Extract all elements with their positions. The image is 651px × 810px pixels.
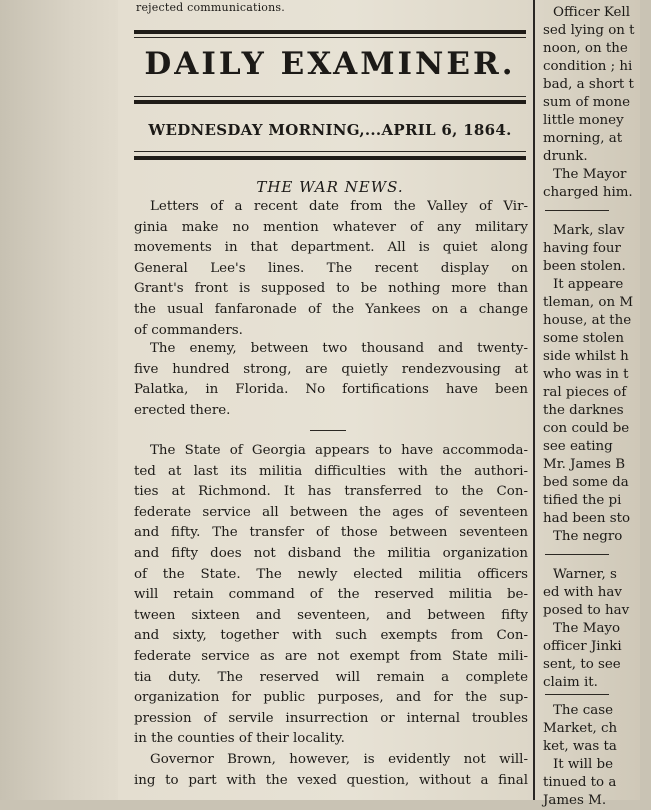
text-line: The enemy, between two thousand and twenty-: [150, 341, 528, 356]
text-line: Mr. James B: [543, 457, 626, 472]
text-line: The Mayo: [553, 621, 621, 636]
text-line: had been sto: [543, 511, 631, 526]
text-line: sent, to see: [543, 657, 621, 672]
text-line: and fifty. The transfer of those between seventeen: [134, 525, 528, 541]
top-text-fragment: rejected communications.: [136, 1, 285, 14]
text-line: tween sixteen and seventeen, and between fifty: [134, 607, 528, 623]
text-line: federate service as are not exempt from State mili-: [134, 648, 528, 664]
text-line: noon, on the: [543, 41, 628, 56]
page-margin: [0, 0, 118, 800]
masthead-rule-bottom: [134, 100, 526, 104]
text-line: James M.: [543, 793, 607, 808]
text-line: The State of Georgia appears to have accommoda-: [150, 443, 528, 458]
text-line: morning, at: [543, 131, 623, 146]
text-line: condition ; hi: [543, 59, 633, 74]
masthead-rule-top: [134, 30, 526, 34]
text-line: who was in t: [543, 367, 629, 382]
text-line: Letters of a recent date from the Valley of Vir-: [150, 199, 528, 214]
text-line: bad, a short t: [543, 77, 634, 92]
text-line: Grant's front is supposed to be nothing more than: [134, 281, 528, 297]
text-line: charged him.: [543, 185, 633, 200]
text-line: house, at the: [543, 313, 632, 328]
text-line: Governor Brown, however, is evidently not will-: [150, 751, 528, 767]
article-paragraph-3: [134, 441, 528, 791]
text-line: ties at Richmond. It has transferred to the Con-: [134, 484, 528, 500]
text-line: bed some da: [543, 475, 629, 490]
text-line: Officer Kell: [553, 5, 630, 20]
text-line: and sixty, together with such exempts from Con-: [134, 628, 528, 644]
text-line: some stolen: [543, 331, 624, 346]
text-line: pression of servile insurrection or internal troubles: [134, 710, 528, 726]
item-separator: [545, 554, 609, 555]
text-line: drunk.: [543, 149, 588, 164]
dateline-rule-thin: [134, 151, 526, 152]
article-headline: THE WAR NEWS.: [256, 178, 404, 196]
masthead-title: DAILY EXAMINER.: [144, 46, 516, 82]
text-line: ral pieces of: [543, 385, 627, 400]
text-line: Mark, slav: [553, 223, 625, 238]
text-line: ted at last its militia difficulties with the authori-: [134, 463, 528, 479]
text-line: the usual fanfaronade of the Yankees on a change: [134, 301, 528, 317]
text-line: ed with hav: [543, 585, 622, 600]
text-line: claim it.: [543, 675, 598, 690]
text-line: sum of mone: [543, 95, 631, 110]
text-line: The case: [553, 703, 614, 718]
text-line: five hundred strong, are quietly rendezvousing at: [134, 361, 528, 377]
text-line: federate service all between the ages of seventeen: [134, 504, 528, 520]
column-divider: [533, 0, 535, 800]
text-line: of commanders.: [134, 322, 243, 338]
text-line: ing to part with the vexed question, without a final: [134, 772, 528, 788]
text-line: It will be: [553, 757, 613, 772]
text-line: in the counties of their locality.: [134, 731, 345, 747]
text-line: Palatka, in Florida. No fortifications have been: [134, 382, 528, 398]
text-line: erected there.: [134, 402, 231, 418]
text-line: tia duty. The reserved will remain a complete: [134, 669, 528, 685]
text-line: organization for public purposes, and for the sup-: [134, 690, 528, 706]
text-line: officer Jinki: [543, 639, 622, 654]
text-line: tified the pi: [543, 493, 622, 508]
text-line: of the State. The newly elected militia officers: [134, 566, 528, 582]
masthead-rule-bottom-thin: [134, 96, 526, 97]
text-line: ginia make no mention whatever of any military: [134, 219, 528, 235]
text-line: The negro: [553, 529, 623, 544]
text-line: posed to hav: [543, 603, 630, 618]
dateline: WEDNESDAY MORNING,...APRIL 6, 1864.: [148, 121, 512, 139]
text-line: It appeare: [553, 277, 624, 292]
text-line: Market, ch: [543, 721, 618, 736]
text-line: tleman, on M: [543, 295, 634, 310]
text-line: ket, was ta: [543, 739, 617, 754]
masthead-rule-top-thin: [134, 37, 526, 38]
text-line: the darknes: [543, 403, 624, 418]
text-line: been stolen.: [543, 259, 626, 274]
text-line: sed lying on t: [543, 23, 635, 38]
text-line: having four: [543, 241, 621, 256]
text-line: General Lee's lines. The recent display on: [134, 260, 528, 276]
text-line: tinued to a: [543, 775, 617, 790]
article-paragraph-2: [134, 339, 528, 421]
item-separator: [545, 210, 609, 211]
text-line: side whilst h: [543, 349, 629, 364]
right-column: [541, 0, 651, 808]
text-line: con could be: [543, 421, 630, 436]
article-separator: [310, 430, 346, 431]
text-line: little money: [543, 113, 624, 128]
text-line: The Mayor: [553, 167, 627, 182]
dateline-rule: [134, 156, 526, 160]
text-line: and fifty does not disband the militia organization: [134, 545, 528, 561]
article-paragraph-1: [134, 197, 528, 341]
text-line: movements in that department. All is quiet along: [134, 240, 528, 256]
main-column: [132, 0, 528, 800]
item-separator: [545, 694, 609, 695]
text-line: will retain command of the reserved militia be-: [134, 587, 528, 603]
text-line: see eating: [543, 439, 613, 454]
text-line: Warner, s: [553, 567, 617, 582]
